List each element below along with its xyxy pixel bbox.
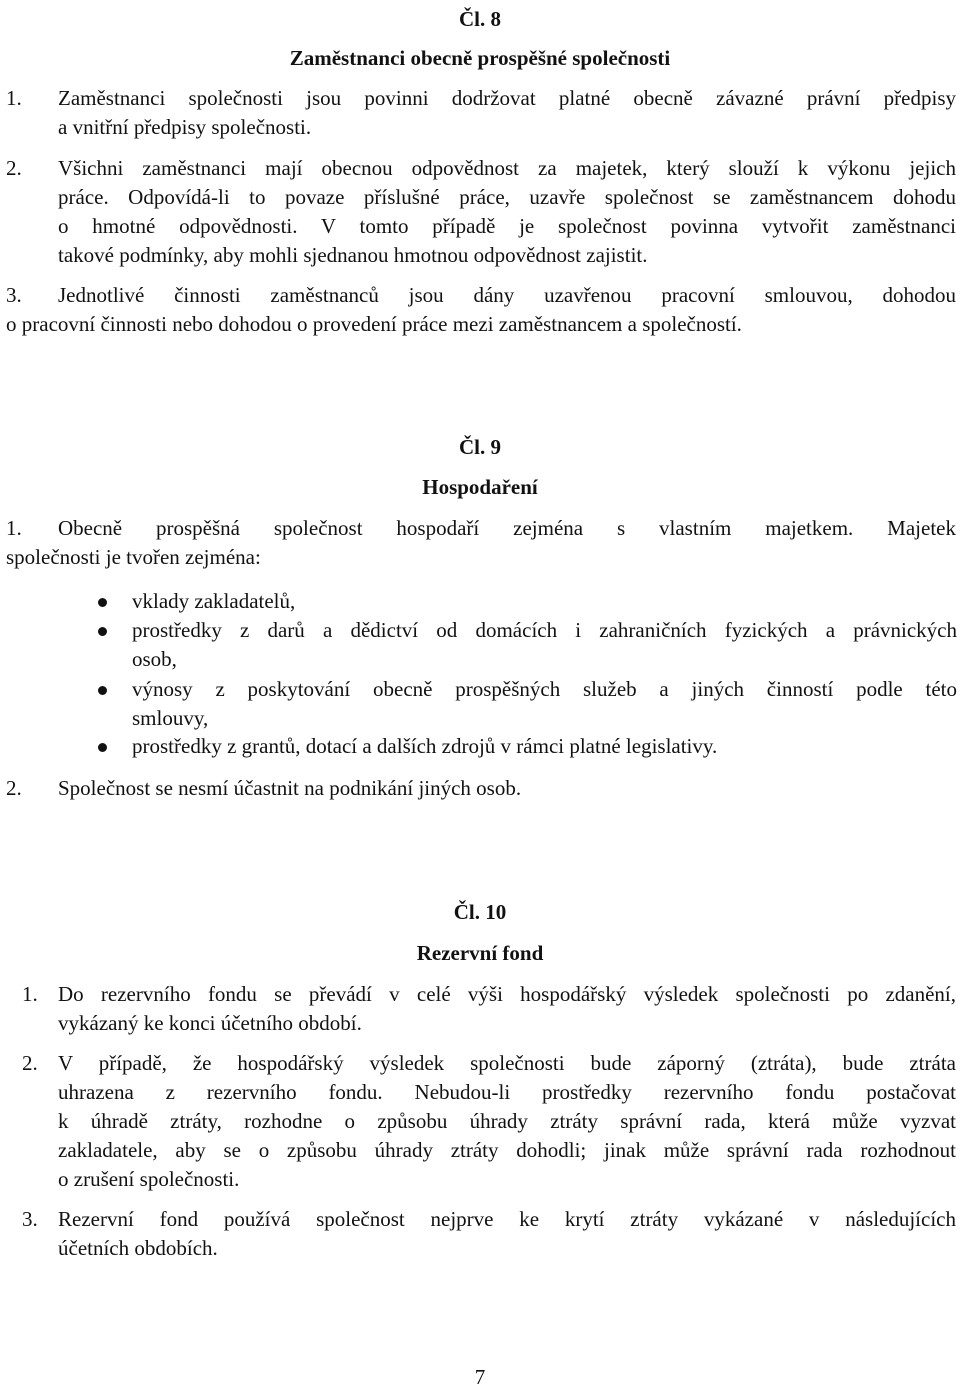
art10-item-2-line-4: zakladatele, aby se o způsobu úhrady ztráty dohodli; jinak může správní rada rozhodnout	[58, 1138, 956, 1162]
art8-item-2-text	[58, 154, 956, 270]
art9-item-1-line-1: Obecně prospěšná společnost hospodaří zejména s vlastním majetkem. Majetek	[58, 516, 956, 540]
art9-item-1-text	[6, 514, 956, 572]
bullet-item-3-line-2: smlouvy,	[132, 706, 209, 730]
bullet-item-4-line-1: prostředky z grantů, dotací a dalších zdrojů v rámci platné legislativy.	[132, 734, 718, 758]
art10-item-2-line-5: o zrušení společnosti.	[58, 1167, 240, 1191]
bullet-item-4	[132, 732, 957, 761]
art8-item-1-text	[58, 84, 956, 142]
art10-item-1-number: 1.	[22, 982, 38, 1006]
art10-item-1-text	[58, 980, 956, 1038]
bullet-item-2-line-2: osob,	[132, 647, 177, 671]
art10-item-3-line-2: účetních obdobích.	[58, 1236, 218, 1260]
bullet-dot	[98, 598, 107, 607]
page-number: 7	[474, 1365, 486, 1389]
bullet-item-2-line-1: prostředky z darů a dědictví od domácích i zahraničních fyzických a právnických	[132, 618, 957, 642]
art10-item-1-line-2: vykázaný ke konci účetního období.	[58, 1011, 362, 1035]
art9-item-1-line-2: společnosti je tvořen zejména:	[6, 545, 261, 569]
article-8-number: Čl. 8	[459, 7, 501, 31]
art8-item-3-line-2: o pracovní činnosti nebo dohodou o provedení práce mezi zaměstnancem a společností.	[6, 312, 742, 336]
art9-item-2-line-1: Společnost se nesmí účastnit na podnikání jiných osob.	[58, 776, 522, 800]
art10-item-2-line-3: k úhradě ztráty, rozhodne o způsobu úhrady ztráty správní rada, která může vyzvat	[58, 1109, 956, 1133]
article-10-title: Rezervní fond	[416, 941, 544, 965]
art8-item-2-line-3: o hmotné odpovědnosti. V tomto případě je společnost povinna vytvořit zaměstnanci	[58, 214, 956, 238]
bullet-dot	[98, 686, 107, 695]
bullet-dot	[98, 627, 107, 636]
art8-item-1-line-2: a vnitřní předpisy společnosti.	[58, 115, 312, 139]
art8-item-2-line-1: Všichni zaměstnanci mají obecnou odpovědnost za majetek, který slouží k výkonu jejich	[58, 156, 956, 180]
art9-item-2-text	[58, 774, 956, 803]
article-8-title: Zaměstnanci obecně prospěšné společnosti	[289, 46, 671, 70]
bullet-item-1-line-1: vklady zakladatelů,	[132, 589, 296, 613]
art10-item-3-text	[58, 1205, 956, 1263]
article-9-title: Hospodaření	[422, 475, 538, 499]
art10-item-2-line-1: V případě, že hospodářský výsledek společnosti bude záporný (ztráta), bude ztráta	[58, 1051, 956, 1075]
art8-item-3-number: 3.	[6, 283, 22, 307]
art10-item-2-text	[58, 1049, 956, 1194]
art10-item-2-line-2: uhrazena z rezervního fondu. Nebudou-li prostředky rezervního fondu postačovat	[58, 1080, 956, 1104]
art9-item-2-number: 2.	[6, 776, 22, 800]
art8-item-2-line-2: práce. Odpovídá-li to povaze příslušné práce, uzavře společnost se zaměstnancem dohodu	[58, 185, 956, 209]
bullet-item-2	[132, 616, 957, 674]
bullet-item-3	[132, 675, 957, 733]
bullet-dot	[98, 743, 107, 752]
art8-item-1-line-1: Zaměstnanci společnosti jsou povinni dodržovat platné obecně závazné právní předpisy	[58, 86, 956, 110]
article-10-number: Čl. 10	[453, 900, 507, 924]
bullet-item-1	[132, 587, 957, 616]
art10-item-3-line-1: Rezervní fond používá společnost nejprve ke krytí ztráty vykázané v následujících	[58, 1207, 956, 1231]
art8-item-1-number: 1.	[6, 86, 22, 110]
article-9-number: Čl. 9	[459, 435, 501, 459]
art10-item-1-line-1: Do rezervního fondu se převádí v celé výši hospodářský výsledek společnosti po zdanění,	[58, 982, 956, 1006]
art8-item-2-line-4: takové podmínky, aby mohli sjednanou hmotnou odpovědnost zajistit.	[58, 243, 648, 267]
bullet-item-3-line-1: výnosy z poskytování obecně prospěšných služeb a jiných činností podle této	[132, 677, 957, 701]
art8-item-3-text	[6, 281, 956, 339]
art10-item-2-number: 2.	[22, 1051, 38, 1075]
art9-item-1-number: 1.	[6, 516, 22, 540]
art8-item-2-number: 2.	[6, 156, 22, 180]
art8-item-3-line-1: Jednotlivé činnosti zaměstnanců jsou dány uzavřenou pracovní smlouvou, dohodou	[58, 283, 956, 307]
art10-item-3-number: 3.	[22, 1207, 38, 1231]
